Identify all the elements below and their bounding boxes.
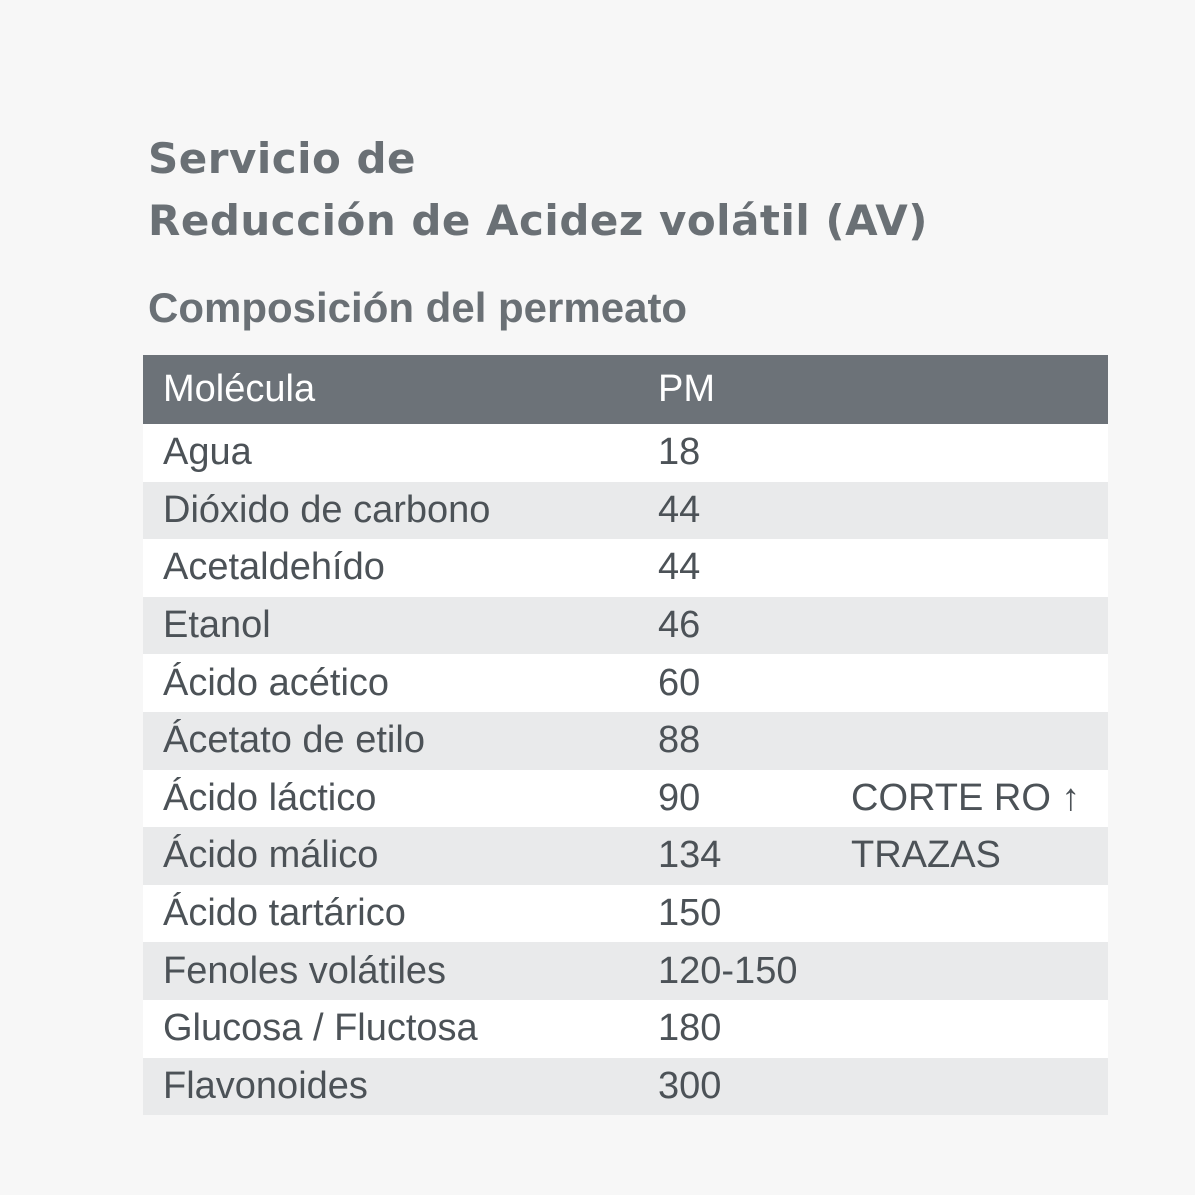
title-line-1: Servicio de: [148, 134, 417, 183]
cell-molecule: Fenoles volátiles: [163, 949, 447, 992]
table-row: [143, 654, 1108, 712]
table-row: [143, 770, 1108, 828]
title-line-2: Reducción de Acidez volátil (AV): [148, 196, 928, 245]
cell-note: TRAZAS: [851, 834, 1001, 877]
table-row: [143, 597, 1108, 655]
cell-molecule: Flavonoides: [163, 1064, 368, 1107]
cell-molecule: Ácido málico: [163, 834, 379, 877]
cell-pm: 300: [658, 1064, 722, 1107]
cell-pm: 18: [658, 431, 701, 474]
cell-pm: 90: [658, 776, 701, 819]
table-row: [143, 942, 1108, 1000]
cell-molecule: Ácetato de etilo: [163, 719, 425, 762]
cell-pm: 44: [658, 488, 701, 531]
cell-molecule: Ácido láctico: [163, 776, 377, 819]
table-row: [143, 482, 1108, 540]
cell-molecule: Ácido tartárico: [163, 892, 406, 935]
table-row: [143, 424, 1108, 482]
cell-molecule: Agua: [163, 431, 252, 474]
table-row: [143, 712, 1108, 770]
cell-pm: 88: [658, 719, 701, 762]
table-row: [143, 885, 1108, 943]
table-header: [143, 355, 1108, 424]
header-molecule: Molécula: [163, 368, 316, 410]
table-row: [143, 1000, 1108, 1058]
table-row: [143, 539, 1108, 597]
cell-molecule: Ácido acético: [163, 661, 390, 704]
table-row: [143, 1058, 1108, 1116]
cell-pm: 180: [658, 1007, 722, 1050]
cell-note: CORTE RO ↑: [851, 776, 1081, 819]
cell-pm: 150: [658, 892, 722, 935]
table-body: [143, 424, 1108, 1115]
cell-pm: 120-150: [658, 949, 798, 992]
cell-molecule: Etanol: [163, 604, 271, 647]
cell-pm: 60: [658, 661, 701, 704]
cell-pm: 134: [658, 834, 722, 877]
cell-molecule: Dióxido de carbono: [163, 488, 491, 531]
cell-molecule: Glucosa / Fluctosa: [163, 1007, 478, 1050]
page-title: [148, 128, 928, 252]
header-pm: PM: [658, 368, 715, 410]
cell-molecule: Acetaldehído: [163, 546, 385, 589]
section-subtitle: Composición del permeato: [148, 284, 688, 331]
table-row: [143, 827, 1108, 885]
cell-pm: 46: [658, 604, 701, 647]
cell-pm: 44: [658, 546, 701, 589]
permeate-composition-table: [143, 355, 1108, 1115]
